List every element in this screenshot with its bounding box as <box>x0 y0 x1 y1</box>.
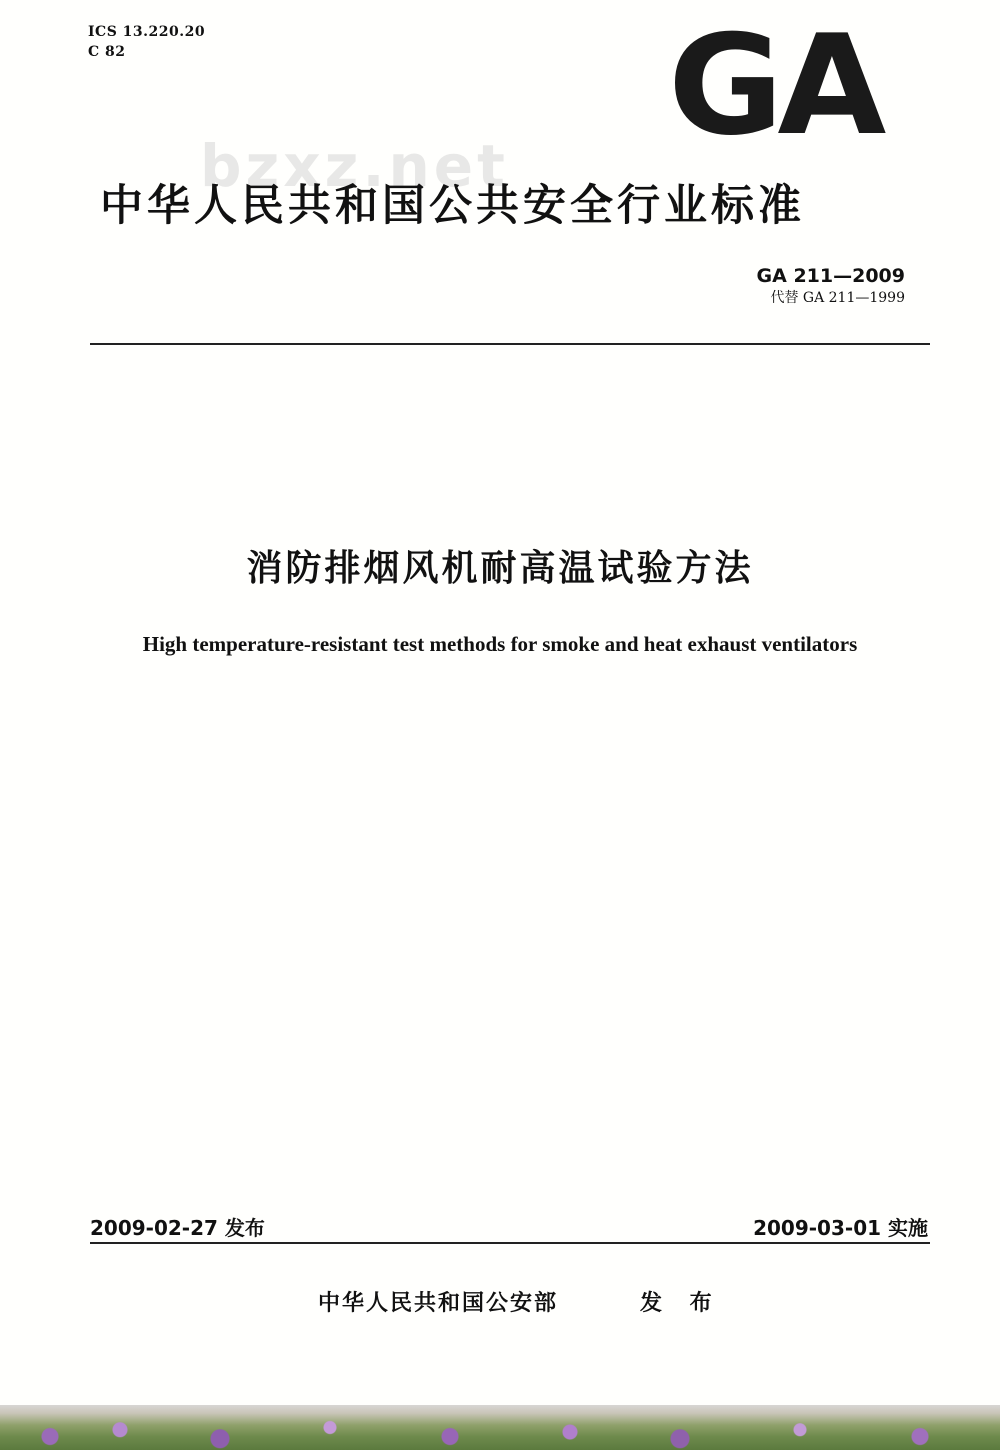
ccs-code: C 82 <box>88 44 126 60</box>
bottom-divider <box>90 1242 930 1244</box>
replaces-standard: 代替 GA 211—1999 <box>770 290 905 306</box>
issue-date: 2009-02-27 发布 <box>90 1216 265 1240</box>
ics-code: ICS 13.220.20 <box>88 24 206 40</box>
document-title-chinese: 消防排烟风机耐高温试验方法 <box>246 548 754 589</box>
standard-category-title: 中华人民共和国公共安全行业标准 <box>100 181 805 231</box>
watermark: bzxz.net <box>200 132 509 200</box>
classification-codes <box>88 22 205 62</box>
top-divider <box>90 343 930 345</box>
publisher-name: 中华人民共和国公安部 <box>318 1291 559 1316</box>
ga-logo: GA <box>668 5 881 166</box>
implementation-date: 2009-03-01 实施 <box>753 1216 928 1240</box>
document-title-english: High temperature-resistant test methods for smoke and heat exhaust ventilators <box>142 632 858 656</box>
publish-label: 发 布 <box>640 1291 722 1316</box>
standard-number: GA 211—2009 <box>756 265 905 287</box>
flower-photo-strip <box>0 1405 1000 1450</box>
